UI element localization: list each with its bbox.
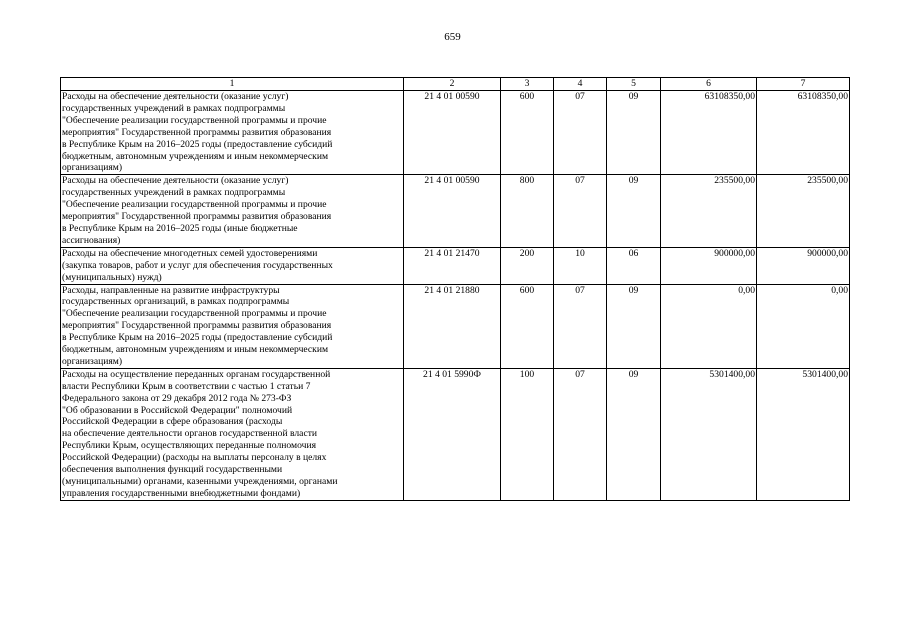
row-target-code: 21 4 01 00590 — [404, 91, 501, 175]
row-target-code: 21 4 01 21880 — [404, 284, 501, 368]
row-subsection: 09 — [607, 91, 661, 175]
row-section: 10 — [554, 247, 607, 284]
table-row — [61, 368, 850, 500]
row-section: 07 — [554, 175, 607, 247]
row-amount-col7: 0,00 — [757, 284, 850, 368]
row-description: Расходы на обеспечение деятельности (оказание услуг) государственных учреждений в рамках подпрограммы "Обеспечение реализации государственной программы и прочие мероприятия" Государственной программы развития образования в Республике Крым на 2016–2025 годы (иные бюджетные ассигнования) — [61, 175, 404, 247]
column-header-5: 5 — [607, 78, 661, 91]
table-row — [61, 91, 850, 175]
row-expense-type: 200 — [501, 247, 554, 284]
row-expense-type: 600 — [501, 284, 554, 368]
row-amount-col6: 5301400,00 — [661, 368, 757, 500]
row-description: Расходы на обеспечение деятельности (оказание услуг) государственных учреждений в рамках подпрограммы "Обеспечение реализации государственной программы и прочие мероприятия" Государственной программы развития образования в Республике Крым на 2016–2025 годы (предоставление субсидий бюджетным, автономным учреждениям и иным некоммерческим организациям) — [61, 91, 404, 175]
column-header-6: 6 — [661, 78, 757, 91]
row-subsection: 06 — [607, 247, 661, 284]
row-subsection: 09 — [607, 284, 661, 368]
table-header-row — [61, 78, 850, 91]
row-section: 07 — [554, 91, 607, 175]
column-header-3: 3 — [501, 78, 554, 91]
row-amount-col6: 0,00 — [661, 284, 757, 368]
row-amount-col7: 63108350,00 — [757, 91, 850, 175]
row-expense-type: 800 — [501, 175, 554, 247]
row-expense-type: 100 — [501, 368, 554, 500]
column-header-1: 1 — [61, 78, 404, 91]
table-row — [61, 247, 850, 284]
row-section: 07 — [554, 368, 607, 500]
budget-table — [60, 77, 850, 501]
row-subsection: 09 — [607, 368, 661, 500]
row-amount-col6: 63108350,00 — [661, 91, 757, 175]
table-row — [61, 175, 850, 247]
column-header-2: 2 — [404, 78, 501, 91]
column-header-4: 4 — [554, 78, 607, 91]
row-target-code: 21 4 01 5990Ф — [404, 368, 501, 500]
table-row — [61, 284, 850, 368]
row-description: Расходы, направленные на развитие инфраструктуры государственных организаций, в рамках подпрограммы "Обеспечение реализации государственной программы и прочие мероприятия" Государственной программы развития образования в Республике Крым на 2016–2025 годы (предоставление субсидий бюджетным, автономным учреждениям и иным некоммерческим организациям) — [61, 284, 404, 368]
row-amount-col7: 235500,00 — [757, 175, 850, 247]
row-target-code: 21 4 01 21470 — [404, 247, 501, 284]
row-description: Расходы на обеспечение многодетных семей удостоверениями (закупка товаров, работ и услуг для обеспечения государственных (муниципальных) нужд) — [61, 247, 404, 284]
row-amount-col6: 900000,00 — [661, 247, 757, 284]
page-number: 659 — [444, 31, 461, 43]
row-subsection: 09 — [607, 175, 661, 247]
row-section: 07 — [554, 284, 607, 368]
row-amount-col6: 235500,00 — [661, 175, 757, 247]
row-amount-col7: 900000,00 — [757, 247, 850, 284]
row-expense-type: 600 — [501, 91, 554, 175]
row-target-code: 21 4 01 00590 — [404, 175, 501, 247]
row-description: Расходы на осуществление переданных органам государственной власти Республики Крым в соответствии с частью 1 статьи 7 Федерального закона от 29 декабря 2012 года № 273-ФЗ "Об образовании в Российской Федерации" полномочий Российской Федерации в сфере образования (расходы на обеспечение деятельности органов государственной власти Республики Крым, осуществляющих переданные полномочия Российской Федерации) (расходы на выплаты персоналу в целях обеспечения выполнения функций государственными (муниципальными) органами, казенными учреждениями, органами управления государственными внебюджетными фондами) — [61, 368, 404, 500]
column-header-7: 7 — [757, 78, 850, 91]
row-amount-col7: 5301400,00 — [757, 368, 850, 500]
